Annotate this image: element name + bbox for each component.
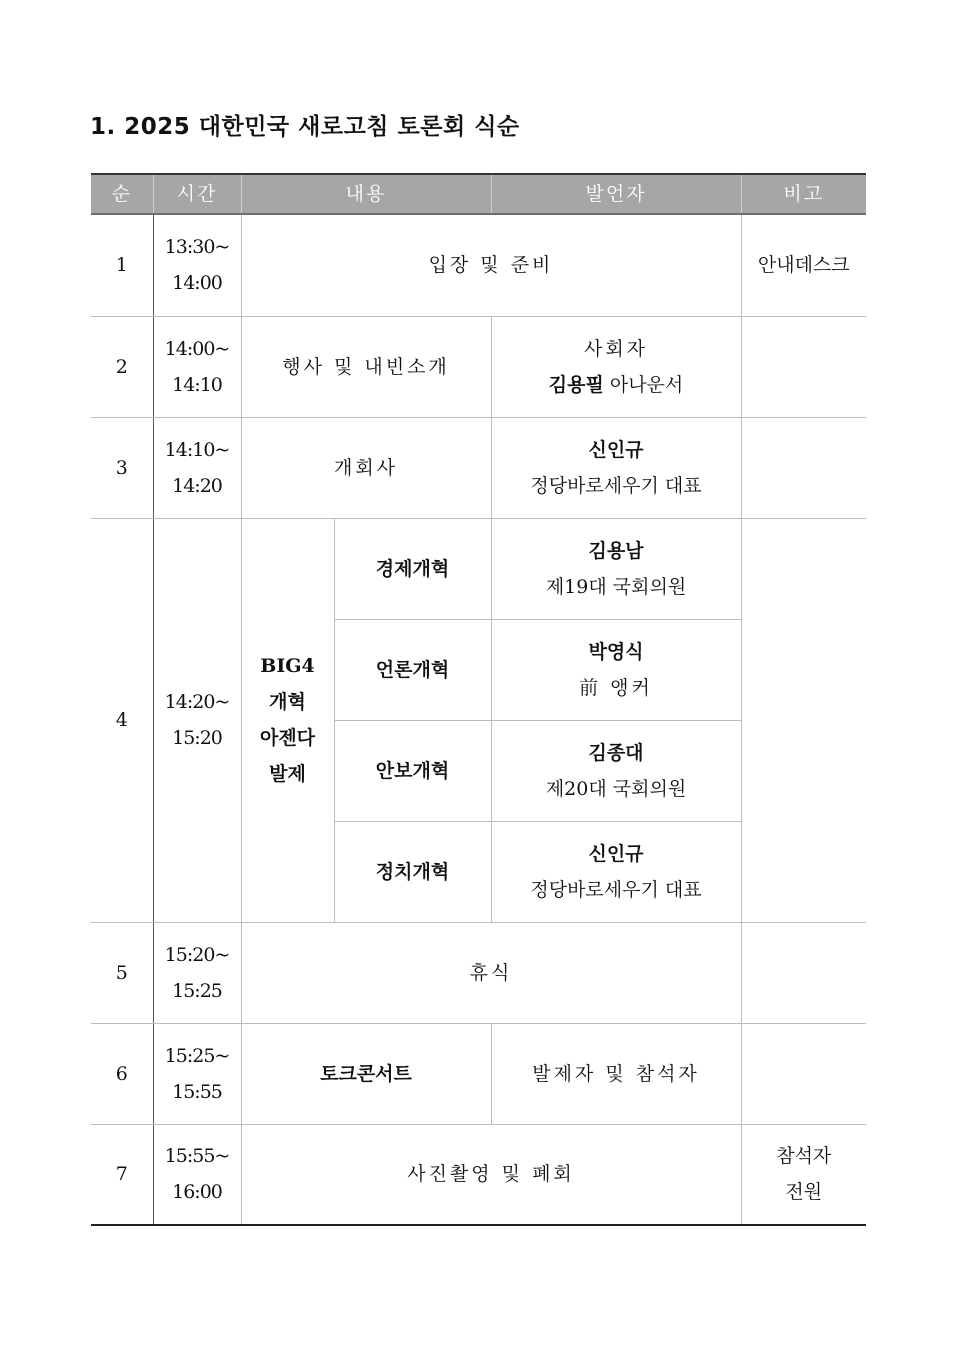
speaker-line xyxy=(492,367,741,403)
row-time xyxy=(153,922,241,1023)
table-row xyxy=(91,922,866,1023)
row-note xyxy=(741,922,866,1023)
row-content: 개회사 xyxy=(241,417,491,518)
table-row xyxy=(91,518,866,619)
speaker-role: 정당바로세우기 대표 xyxy=(530,878,702,901)
row-content: 토크콘서트 xyxy=(241,1023,491,1124)
row-number: 7 xyxy=(91,1124,153,1225)
time-start: 14:10~ xyxy=(164,438,230,461)
time-start: 13:30~ xyxy=(164,236,230,259)
time-start: 14:20~ xyxy=(164,691,230,713)
speaker-name: 김용남 xyxy=(588,539,644,562)
row-number: 2 xyxy=(91,316,153,417)
speaker-role: 정당바로세우기 대표 xyxy=(530,474,702,497)
speaker-name: 신인규 xyxy=(588,842,644,865)
speaker-role: 제20대 국회의원 xyxy=(545,777,687,800)
header-no: 순 xyxy=(91,174,153,214)
time-start: 15:20~ xyxy=(164,943,230,966)
speaker-name: 김용필 xyxy=(548,373,604,396)
note-line: 전원 xyxy=(785,1181,823,1204)
row-number: 1 xyxy=(91,214,153,316)
time-end: 14:10 xyxy=(172,373,222,396)
time-end: 14:00 xyxy=(172,272,222,295)
time-end: 15:25 xyxy=(172,979,222,1002)
row-number: 5 xyxy=(91,922,153,1023)
row-speaker xyxy=(491,316,741,417)
speaker-role: 아나운서 xyxy=(603,373,684,396)
group-label-line: 아젠다 xyxy=(259,727,316,749)
table-row xyxy=(91,417,866,518)
table-row xyxy=(91,1023,866,1124)
speaker-name: 박영식 xyxy=(588,640,644,663)
group-label-line: BIG4 xyxy=(260,655,315,677)
row-note xyxy=(741,417,866,518)
group-label xyxy=(241,518,334,922)
header-content: 내용 xyxy=(241,174,491,214)
sub-topic: 경제개혁 xyxy=(334,518,491,619)
row-content: 행사 및 내빈소개 xyxy=(241,316,491,417)
group-label-line: 개혁 xyxy=(269,691,306,713)
row-note: 안내데스크 xyxy=(741,214,866,316)
speaker-name: 김종대 xyxy=(588,741,644,764)
group-label-line: 발제 xyxy=(269,763,306,785)
header-speaker: 발언자 xyxy=(491,174,741,214)
row-time xyxy=(153,316,241,417)
program-table xyxy=(91,173,866,1226)
row-time xyxy=(153,1124,241,1225)
row-speaker xyxy=(491,720,741,821)
table-row xyxy=(91,316,866,417)
row-time xyxy=(153,214,241,316)
time-end: 14:20 xyxy=(172,474,222,497)
speaker-title: 사회자 xyxy=(583,337,649,360)
time-end: 16:00 xyxy=(172,1181,222,1204)
speaker-role: 前 앵커 xyxy=(579,676,653,699)
row-number: 3 xyxy=(91,417,153,518)
time-start: 15:55~ xyxy=(164,1145,230,1168)
row-number: 6 xyxy=(91,1023,153,1124)
row-number: 4 xyxy=(91,518,153,922)
row-time xyxy=(153,1023,241,1124)
speaker-role: 제19대 국회의원 xyxy=(545,575,687,598)
row-speaker xyxy=(491,518,741,619)
document-title: 1. 2025 대한민국 새로고침 토론회 식순 xyxy=(90,114,520,140)
time-start: 14:00~ xyxy=(164,337,230,360)
note-line: 참석자 xyxy=(776,1145,832,1168)
sub-topic: 언론개혁 xyxy=(334,619,491,720)
row-speaker: 발제자 및 참석자 xyxy=(491,1023,741,1124)
row-time xyxy=(153,518,241,922)
table-row xyxy=(91,1124,866,1225)
row-speaker xyxy=(491,417,741,518)
row-note xyxy=(741,1124,866,1225)
row-note xyxy=(741,518,866,922)
row-time xyxy=(153,417,241,518)
sub-topic: 안보개혁 xyxy=(334,720,491,821)
speaker-name: 신인규 xyxy=(588,438,644,461)
row-note xyxy=(741,316,866,417)
row-content: 사진촬영 및 폐회 xyxy=(241,1124,741,1225)
table-header-row xyxy=(91,174,866,214)
row-content: 입장 및 준비 xyxy=(241,214,741,316)
time-end: 15:20 xyxy=(172,727,222,749)
time-end: 15:55 xyxy=(172,1080,222,1103)
table-row xyxy=(91,214,866,316)
row-speaker xyxy=(491,619,741,720)
row-note xyxy=(741,1023,866,1124)
sub-topic: 정치개혁 xyxy=(334,821,491,922)
header-time: 시간 xyxy=(153,174,241,214)
header-note: 비고 xyxy=(741,174,866,214)
time-start: 15:25~ xyxy=(164,1044,230,1067)
row-speaker xyxy=(491,821,741,922)
row-content: 휴식 xyxy=(241,922,741,1023)
